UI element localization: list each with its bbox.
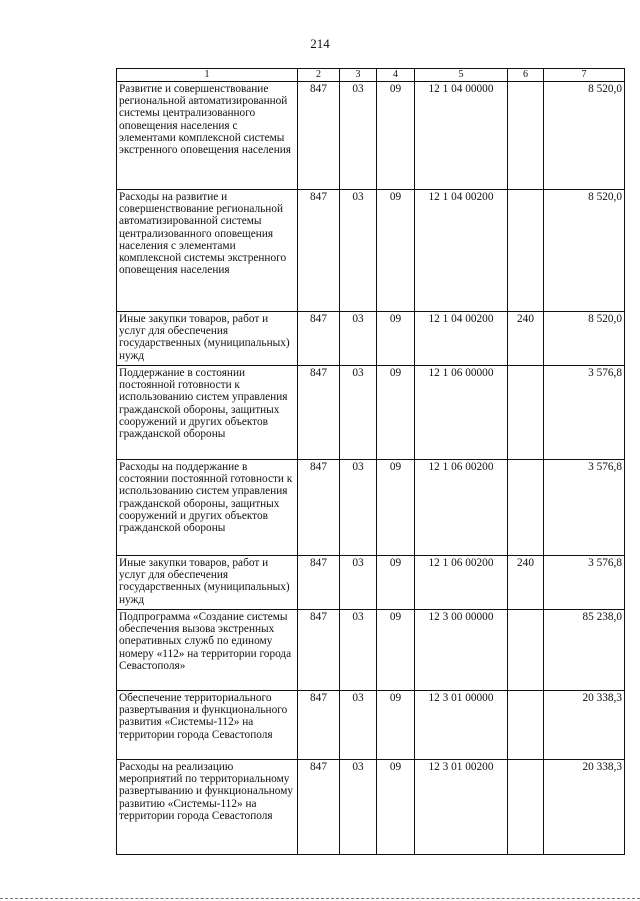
- row-name: Подпрограмма «Создание системы обеспечения вызова экстренных оперативных служб по единому номеру «112» на территории города Севастополя»: [117, 610, 298, 691]
- row-code-ministry: 847: [298, 691, 340, 760]
- row-code-expense-type: [508, 460, 544, 556]
- row-code-subsection: 09: [377, 691, 415, 760]
- row-code-section: 03: [340, 760, 377, 855]
- row-code-subsection: 09: [377, 556, 415, 610]
- page-number: 214: [310, 36, 330, 51]
- row-amount: 3 576,8: [544, 460, 625, 556]
- header-col-1: 1: [117, 69, 298, 82]
- row-code-target: 12 1 06 00000: [415, 366, 508, 460]
- table-row: [117, 460, 625, 556]
- row-code-expense-type: [508, 190, 544, 312]
- row-code-ministry: 847: [298, 760, 340, 855]
- row-code-ministry: 847: [298, 366, 340, 460]
- row-name: Иные закупки товаров, работ и услуг для обеспечения государственных (муниципальных) нужд: [117, 556, 298, 610]
- table-row: [117, 82, 625, 190]
- table-row: [117, 312, 625, 366]
- row-code-target: 12 3 01 00200: [415, 760, 508, 855]
- row-code-section: 03: [340, 610, 377, 691]
- table-row: [117, 190, 625, 312]
- row-code-target: 12 3 01 00000: [415, 691, 508, 760]
- row-code-subsection: 09: [377, 190, 415, 312]
- row-name: Иные закупки товаров, работ и услуг для обеспечения государственных (муниципальных) нужд: [117, 312, 298, 366]
- row-code-ministry: 847: [298, 82, 340, 190]
- row-code-ministry: 847: [298, 460, 340, 556]
- page-edge-divider: [0, 898, 640, 899]
- header-row: [117, 69, 625, 82]
- row-code-expense-type: 240: [508, 312, 544, 366]
- row-code-ministry: 847: [298, 610, 340, 691]
- row-code-target: 12 1 04 00000: [415, 82, 508, 190]
- row-code-subsection: 09: [377, 610, 415, 691]
- row-code-expense-type: [508, 82, 544, 190]
- row-amount: 20 338,3: [544, 691, 625, 760]
- header-col-7: 7: [544, 69, 625, 82]
- row-code-subsection: 09: [377, 760, 415, 855]
- row-name: Расходы на поддержание в состоянии постоянной готовности к использованию систем управления гражданской обороны, защитных сооружений и других объектов гражданской обороны: [117, 460, 298, 556]
- row-name: Расходы на реализацию мероприятий по территориальному развертыванию и функциональному развитию «Системы-112» на территории города Севастополя: [117, 760, 298, 855]
- row-code-target: 12 1 04 00200: [415, 312, 508, 366]
- row-code-subsection: 09: [377, 460, 415, 556]
- row-code-target: 12 3 00 00000: [415, 610, 508, 691]
- row-code-ministry: 847: [298, 556, 340, 610]
- row-code-expense-type: [508, 691, 544, 760]
- row-name: Обеспечение территориального развертывания и функционального развития «Системы-112» на территории города Севастополя: [117, 691, 298, 760]
- row-code-section: 03: [340, 691, 377, 760]
- row-name: Поддержание в состоянии постоянной готовности к использованию систем управления гражданской обороны, защитных сооружений и других объектов гражданской обороны: [117, 366, 298, 460]
- row-code-section: 03: [340, 460, 377, 556]
- row-code-section: 03: [340, 366, 377, 460]
- row-code-ministry: 847: [298, 312, 340, 366]
- row-code-target: 12 1 06 00200: [415, 556, 508, 610]
- row-code-section: 03: [340, 556, 377, 610]
- row-amount: 85 238,0: [544, 610, 625, 691]
- row-name: Расходы на развитие и совершенствование региональной автоматизированной системы централизованного оповещения населения с элементами комплексной системы экстренного оповещения населения: [117, 190, 298, 312]
- row-name: Развитие и совершенствование региональной автоматизированной системы централизованного оповещения населения с элементами комплексной системы экстренного оповещения населения: [117, 82, 298, 190]
- header-col-2: 2: [298, 69, 340, 82]
- budget-table: [116, 68, 625, 855]
- row-amount: 8 520,0: [544, 312, 625, 366]
- row-code-expense-type: [508, 760, 544, 855]
- row-code-section: 03: [340, 82, 377, 190]
- row-amount: 8 520,0: [544, 190, 625, 312]
- table-row: [117, 760, 625, 855]
- row-code-expense-type: [508, 366, 544, 460]
- row-amount: 3 576,8: [544, 366, 625, 460]
- row-amount: 20 338,3: [544, 760, 625, 855]
- row-code-expense-type: 240: [508, 556, 544, 610]
- row-code-expense-type: [508, 610, 544, 691]
- row-code-target: 12 1 04 00200: [415, 190, 508, 312]
- row-amount: 3 576,8: [544, 556, 625, 610]
- header-col-5: 5: [415, 69, 508, 82]
- table-row: [117, 610, 625, 691]
- header-col-3: 3: [340, 69, 377, 82]
- row-code-subsection: 09: [377, 82, 415, 190]
- header-col-6: 6: [508, 69, 544, 82]
- header-col-4: 4: [377, 69, 415, 82]
- row-code-subsection: 09: [377, 312, 415, 366]
- table-row: [117, 366, 625, 460]
- row-code-target: 12 1 06 00200: [415, 460, 508, 556]
- row-code-subsection: 09: [377, 366, 415, 460]
- row-code-ministry: 847: [298, 190, 340, 312]
- table-row: [117, 691, 625, 760]
- row-code-section: 03: [340, 190, 377, 312]
- row-code-section: 03: [340, 312, 377, 366]
- table-row: [117, 556, 625, 610]
- row-amount: 8 520,0: [544, 82, 625, 190]
